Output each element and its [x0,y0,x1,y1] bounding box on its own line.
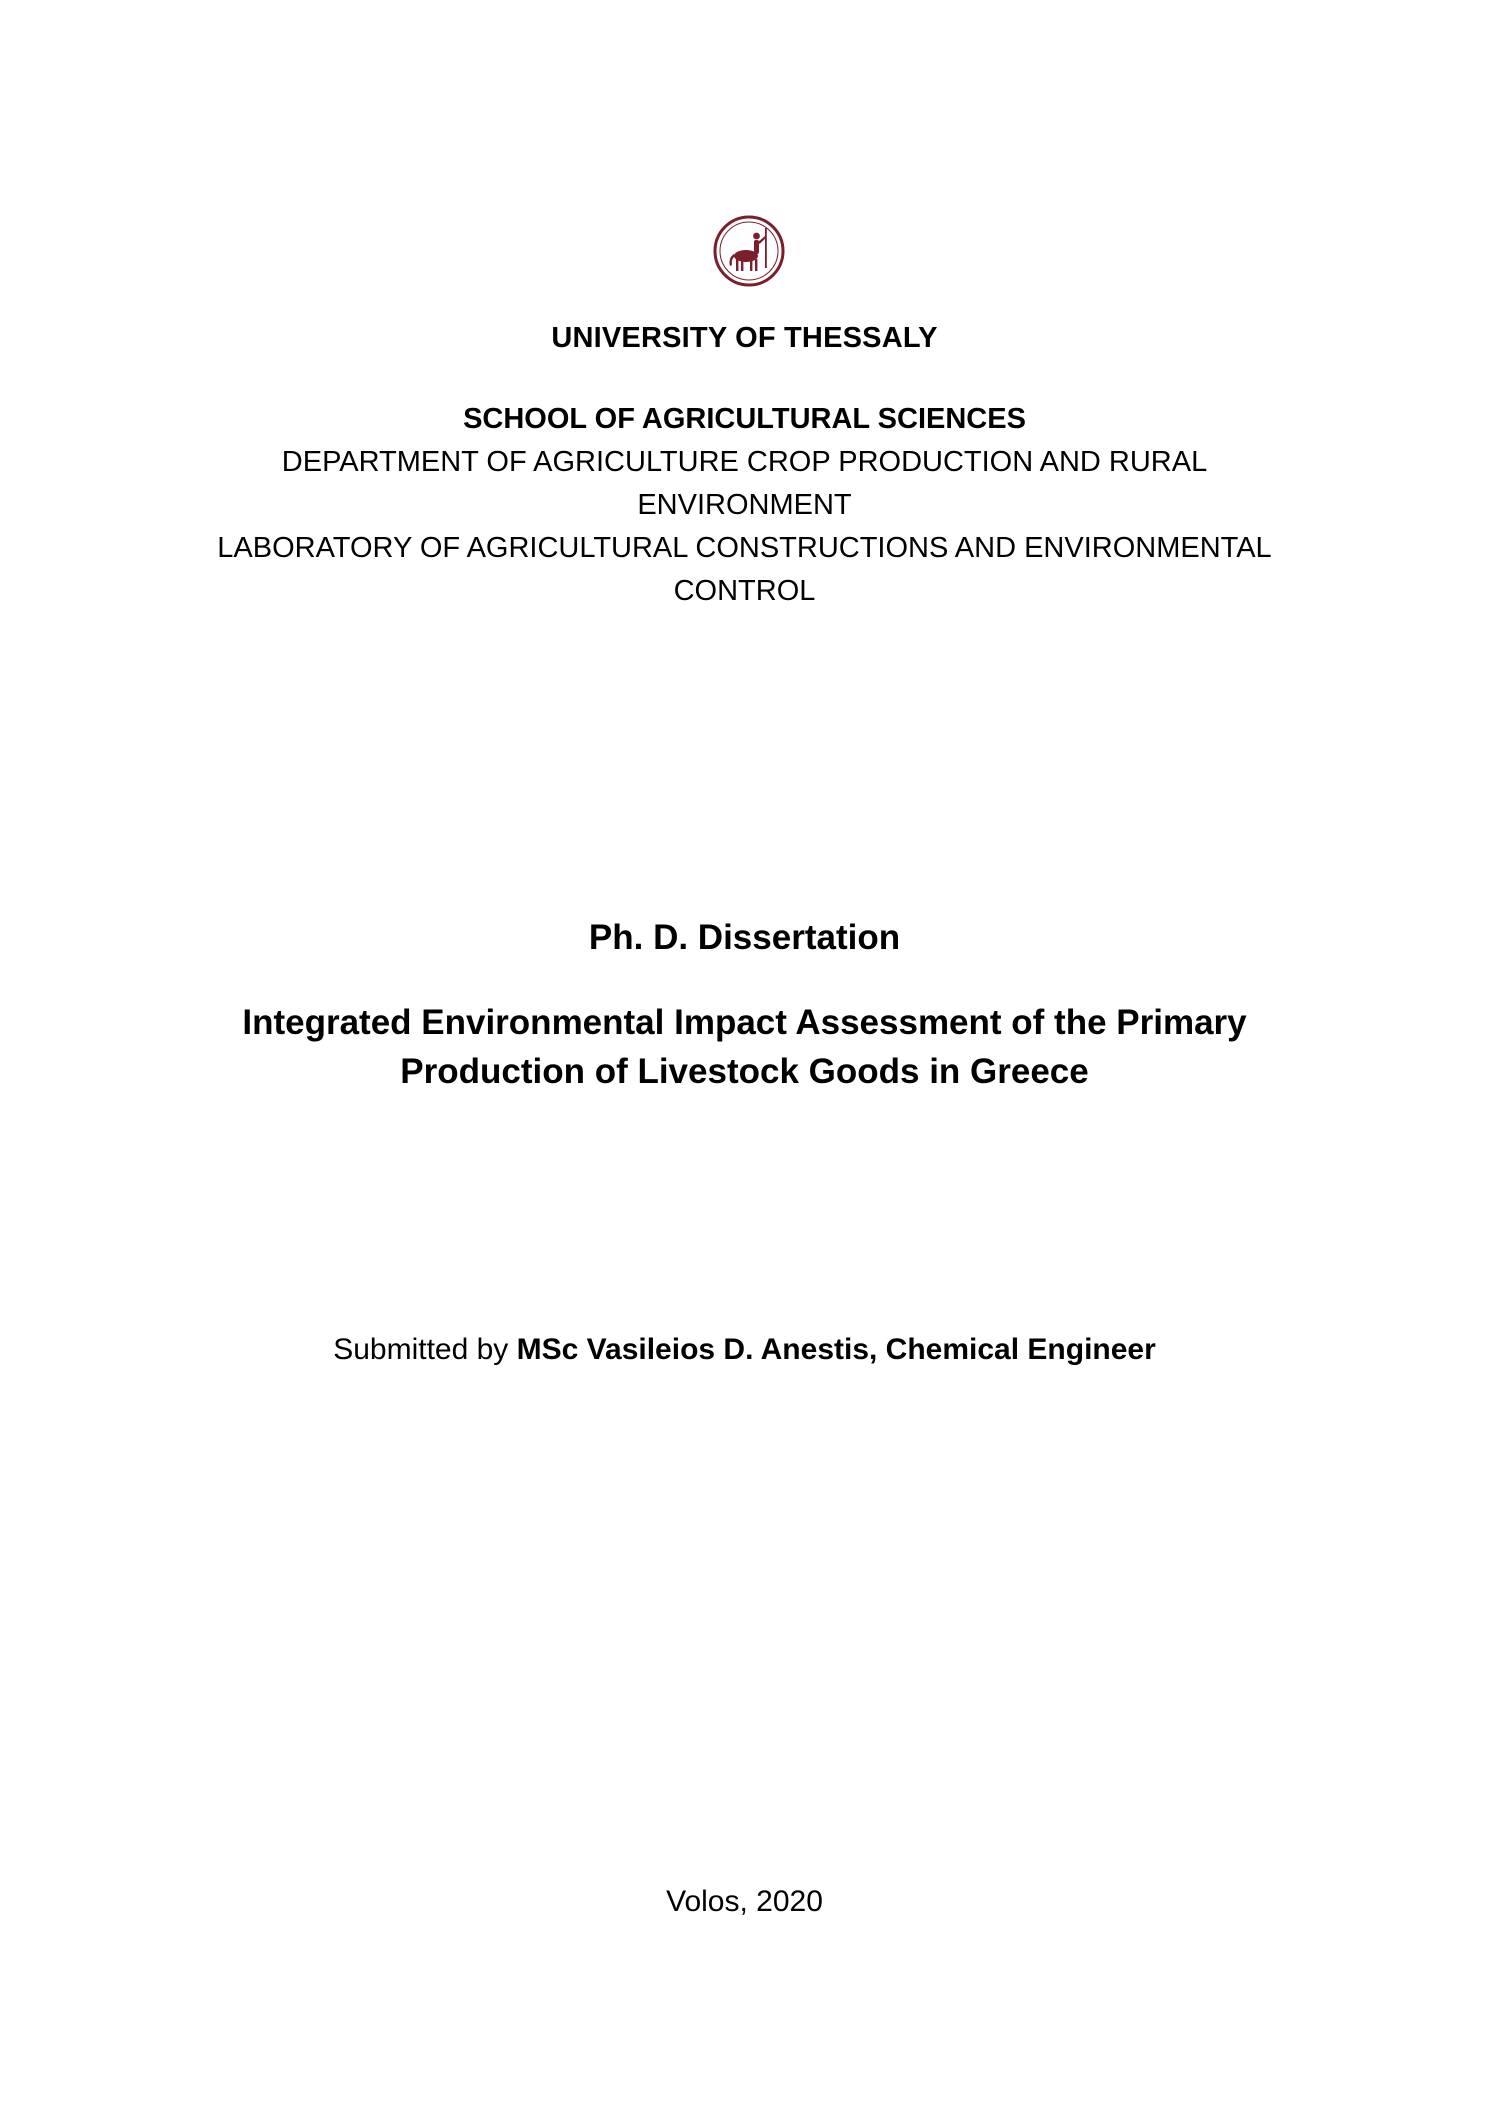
thesis-title [0,998,1489,1096]
document-type: Ph. D. Dissertation [588,918,901,957]
submitted-by-label: Submitted by [333,1333,517,1366]
laboratory-line: LABORATORY OF AGRICULTURAL CONSTRUCTIONS AND ENVIRONMENTAL [217,532,1272,564]
laboratory-line: CONTROL [673,575,816,607]
school-name: SCHOOL OF AGRICULTURAL SCIENCES [463,403,1026,435]
thesis-title-line: Integrated Environmental Impact Assessment of the Primary [242,1003,1247,1042]
university-seal-icon [712,214,786,288]
university-name: UNIVERSITY OF THESSALY [551,322,938,354]
place-date: Volos, 2020 [666,1885,823,1918]
author-name: MSc Vasileios D. Anestis, Chemical Engineer [516,1333,1156,1366]
affiliation-block [0,398,1489,613]
department-line: DEPARTMENT OF AGRICULTURE CROP PRODUCTION AND RURAL [281,446,1208,478]
submission-line [0,1333,1489,1367]
department-line: ENVIRONMENT [637,489,852,521]
thesis-title-line: Production of Livestock Goods in Greece [400,1052,1089,1091]
